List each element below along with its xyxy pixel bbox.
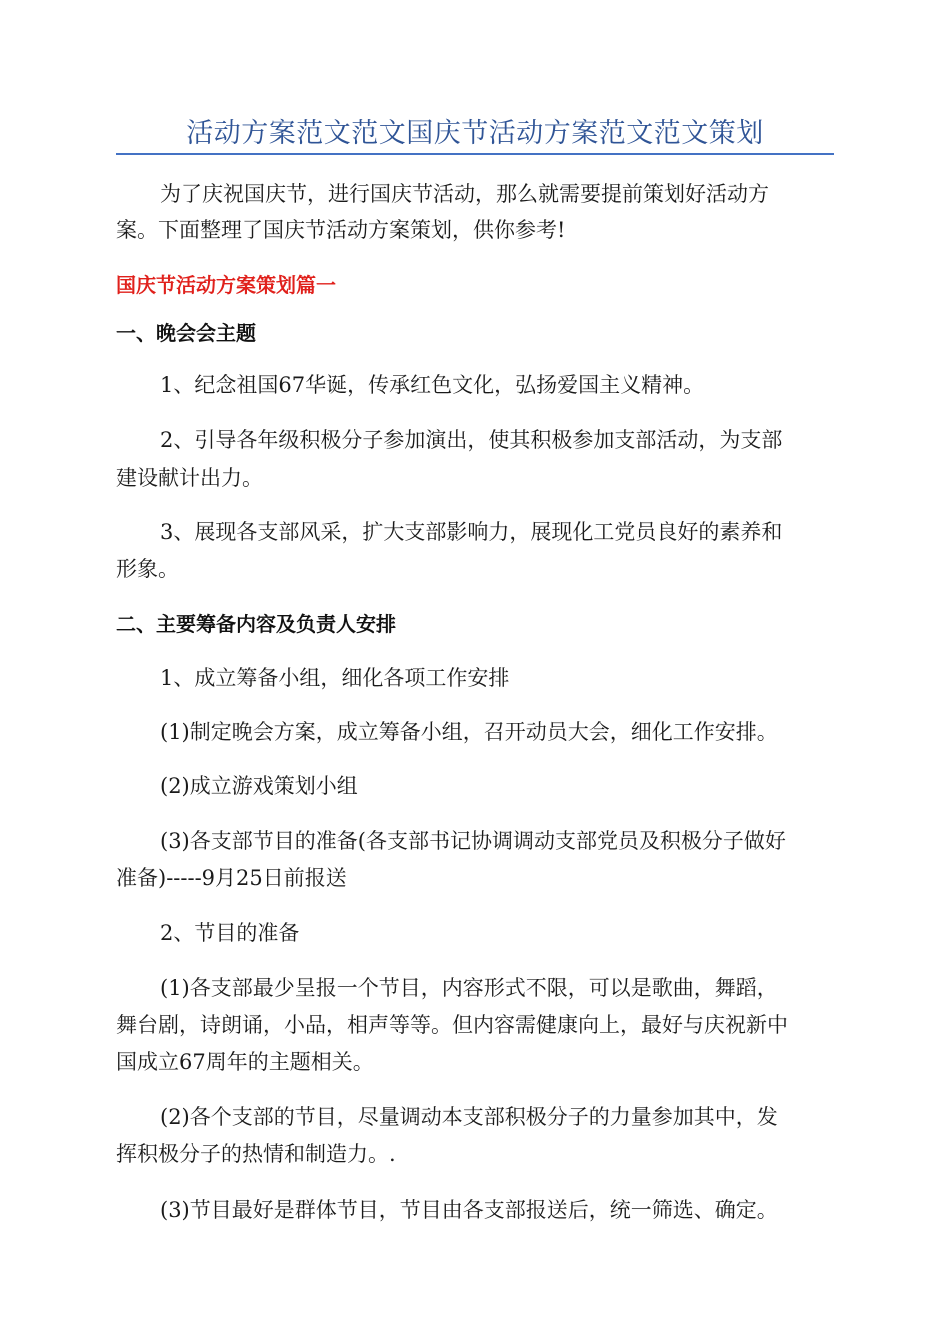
prep-item-2-sub-2-line-2: 挥积极分子的热情和制造力。. xyxy=(116,1142,396,1166)
title-underline xyxy=(116,153,834,155)
heading-two: 二、主要筹备内容及负责人安排 xyxy=(116,612,396,636)
prep-item-2-sub-3: (3)节目最好是群体节目，节目由各支部报送后，统一筛选、确定。 xyxy=(160,1198,778,1222)
prep-item-2-sub-2-line-1: (2)各个支部的节目，尽量调动本支部积极分子的力量参加其中，发 xyxy=(160,1105,778,1129)
prep-item-2: 2、节目的准备 xyxy=(160,921,300,945)
theme-item-3-line-2: 形象。 xyxy=(116,557,179,581)
prep-item-1: 1、成立筹备小组，细化各项工作安排 xyxy=(160,666,510,690)
prep-item-2-sub-1-line-3: 国成立67周年的主题相关。 xyxy=(116,1050,374,1074)
prep-item-2-sub-1-line-2: 舞台剧，诗朗诵，小品，相声等等。但内容需健康向上，最好与庆祝新中 xyxy=(116,1013,788,1037)
prep-item-1-sub-2: (2)成立游戏策划小组 xyxy=(160,774,358,798)
intro-paragraph-line-1: 为了庆祝国庆节，进行国庆节活动，那么就需要提前策划好活动方 xyxy=(160,182,769,206)
heading-one: 一、晚会会主题 xyxy=(116,321,256,345)
intro-paragraph-line-2: 案。下面整理了国庆节活动方案策划，供你参考! xyxy=(116,218,566,242)
theme-item-1: 1、纪念祖国67华诞，传承红色文化，弘扬爱国主义精神。 xyxy=(160,373,705,397)
document-title: 活动方案范文范文国庆节活动方案范文范文策划 xyxy=(186,118,764,149)
prep-item-1-sub-3-line-1: (3)各支部节目的准备(各支部书记协调调动支部党员及积极分子做好 xyxy=(160,829,786,853)
theme-item-2-line-1: 2、引导各年级积极分子参加演出，使其积极参加支部活动，为支部 xyxy=(160,428,783,452)
theme-item-2-line-2: 建设献计出力。 xyxy=(116,466,263,490)
theme-item-3-line-1: 3、展现各支部风采，扩大支部影响力，展现化工党员良好的素养和 xyxy=(160,520,783,544)
prep-item-1-sub-1: (1)制定晚会方案，成立筹备小组，召开动员大会，细化工作安排。 xyxy=(160,720,778,744)
prep-item-1-sub-3-line-2: 准备)-----9月25日前报送 xyxy=(116,866,347,890)
section-title: 国庆节活动方案策划篇一 xyxy=(116,273,336,297)
prep-item-2-sub-1-line-1: (1)各支部最少呈报一个节目，内容形式不限，可以是歌曲，舞蹈， xyxy=(160,976,778,1000)
